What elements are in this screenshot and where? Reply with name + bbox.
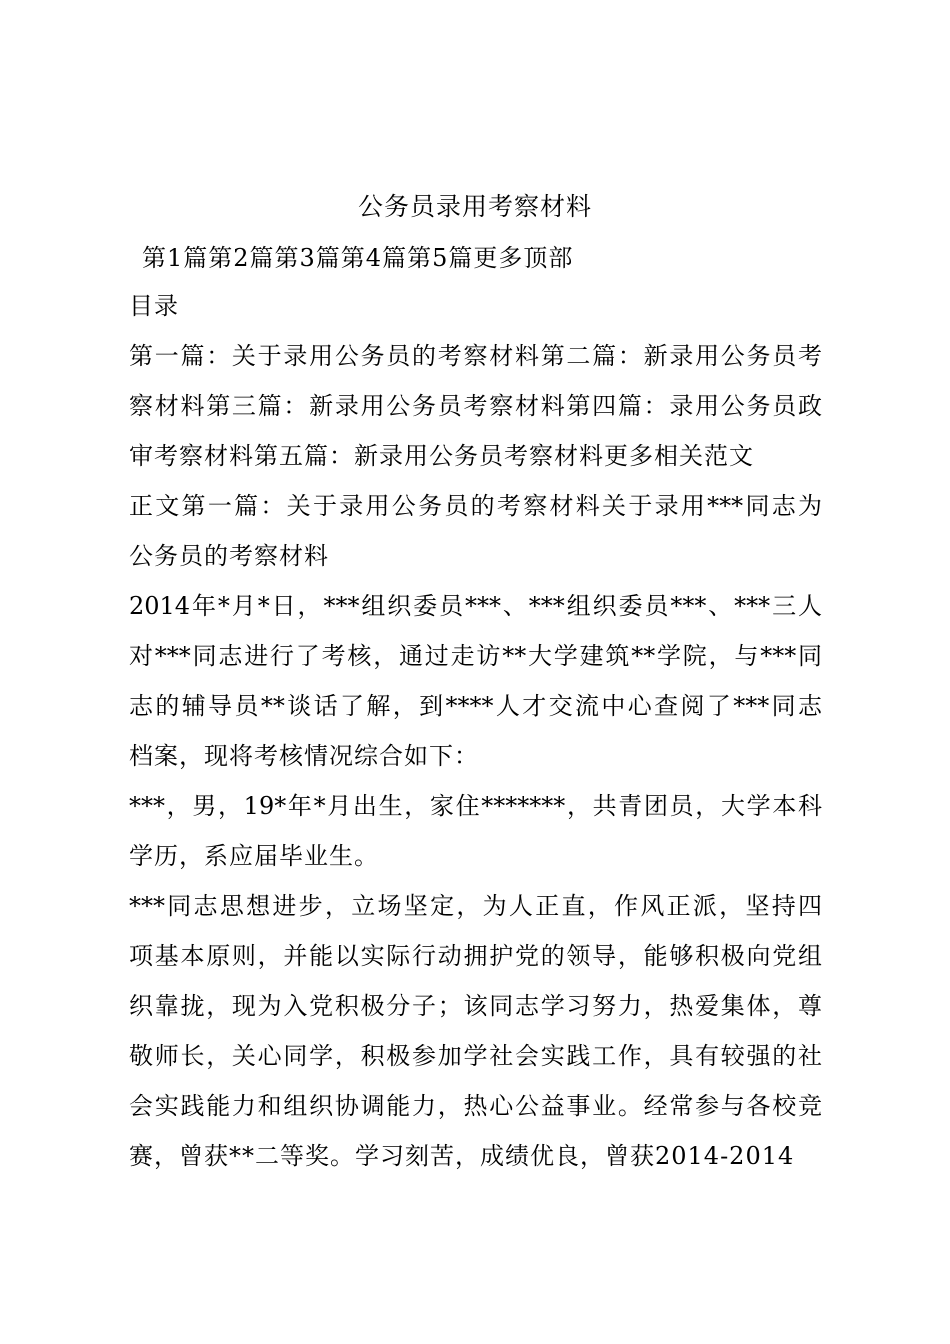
toc-heading: 目录 [129,292,179,320]
paragraph-line: 档案，现将考核情况综合如下： [129,742,479,770]
paragraph-line: 织靠拢，现为入党积极分子；该同志学习努力，热爱集体，尊 [129,992,822,1020]
paragraph-line: 赛，曾获**二等奖。学习刻苦，成绩优良，曾获2014-2014 [129,1142,795,1170]
paragraph-line: ***，男，19*年*月出生，家住*******，共青团员，大学本科 [129,792,822,820]
paragraph-line: ***同志思想进步，立场坚定，为人正直，作风正派，坚持四 [129,892,822,920]
toc-line[interactable]: 察材料第三篇：新录用公务员考察材料第四篇：录用公务员政 [129,392,822,420]
paragraph-line: 会实践能力和组织协调能力，热心公益事业。经常参与各校竞 [129,1092,822,1120]
toc-line[interactable]: 第一篇：关于录用公务员的考察材料第二篇：新录用公务员考 [129,342,822,370]
paragraph-line: 敬师长，关心同学，积极参加学社会实践工作，具有较强的社 [129,1042,822,1070]
paragraph-line: 项基本原则，并能以实际行动拥护党的领导，能够积极向党组 [129,942,822,970]
paragraph-line: 2014年*月*日，***组织委员***、***组织委员***、***三人 [129,592,822,620]
body-heading-line: 正文第一篇：关于录用公务员的考察材料关于录用***同志为 [129,492,822,520]
toc-line[interactable]: 审考察材料第五篇：新录用公务员考察材料更多相关范文 [129,442,754,470]
article-nav-links[interactable]: 第1篇第2篇第3篇第4篇第5篇更多顶部 [142,244,574,272]
paragraph-line: 对***同志进行了考核，通过走访**大学建筑**学院，与***同 [129,642,822,670]
paragraph-line: 学历，系应届毕业生。 [129,842,379,870]
paragraph-line: 志的辅导员**谈话了解，到****人才交流中心查阅了***同志 [129,692,822,720]
document-title: 公务员录用考察材料 [357,192,592,221]
body-heading-line: 公务员的考察材料 [129,542,329,570]
